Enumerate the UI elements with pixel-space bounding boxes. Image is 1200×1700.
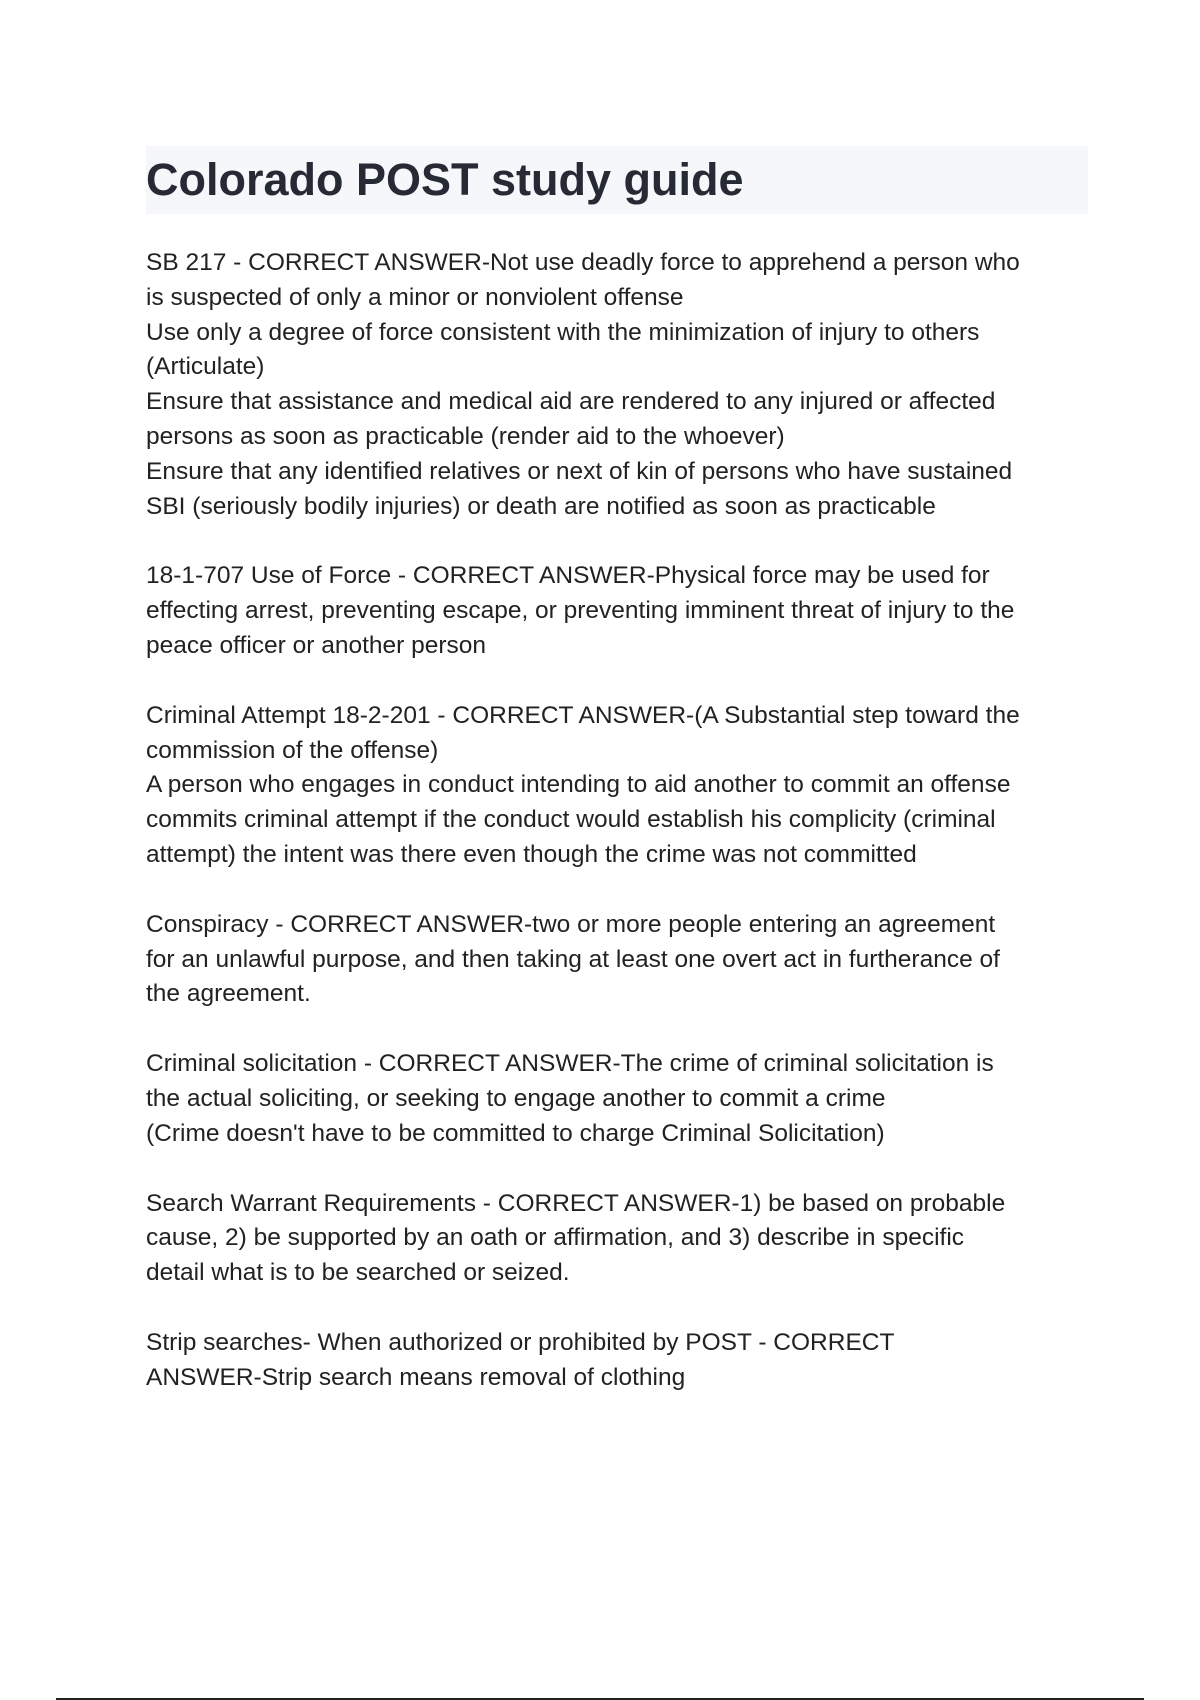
entry-line: Search Warrant Requirements - CORRECT ANSWER-1) be based on probable [146,1189,1006,1217]
entry-line: the agreement. [146,980,311,1008]
entry-line: cause, 2) be supported by an oath or affirmation, and 3) describe in specific [146,1224,965,1252]
entry-line: A person who engages in conduct intending to aid another to commit an offense [146,771,1011,799]
title-bar [146,146,1088,214]
entry-strip-searches [146,1326,1096,1396]
entry-line: the actual soliciting, or seeking to engage another to commit a crime [146,1084,886,1112]
entry-line: Criminal Attempt 18-2-201 - CORRECT ANSWER-(A Substantial step toward the [146,701,1020,729]
entry-criminal-attempt [146,699,1096,873]
entry-line: (Articulate) [146,353,265,381]
entry-line: commission of the offense) [146,736,439,764]
entry-line: commits criminal attempt if the conduct would establish his complicity (criminal [146,806,996,834]
entry-line: is suspected of only a minor or nonviolent offense [146,283,684,311]
entry-line: attempt) the intent was there even though the crime was not committed [146,840,917,868]
entry-line: SBI (seriously bodily injuries) or death are notified as soon as practicable [146,492,936,520]
entry-line: persons as soon as practicable (render aid to the whoever) [146,422,785,450]
entry-line: peace officer or another person [146,631,487,659]
entry-search-warrant [146,1187,1096,1291]
entry-line: for an unlawful purpose, and then taking at least one overt act in furtherance of [146,945,1000,973]
entry-line: SB 217 - CORRECT ANSWER-Not use deadly force to apprehend a person who [146,249,1020,276]
entry-line: effecting arrest, preventing escape, or preventing imminent threat of injury to the [146,597,1015,625]
entry-line: ANSWER-Strip search means removal of clothing [146,1363,686,1391]
entry-line: Criminal solicitation - CORRECT ANSWER-The crime of criminal solicitation is [146,1050,994,1078]
entry-line: Ensure that any identified relatives or next of kin of persons who have sustained [146,457,1013,485]
entry-line: (Crime doesn't have to be committed to charge Criminal Solicitation) [146,1119,885,1147]
entry-line: Strip searches- When authorized or prohibited by POST - CORRECT [146,1328,895,1356]
entry-line: Ensure that assistance and medical aid are rendered to any injured or affected [146,388,996,416]
document-content [146,246,1096,1431]
entry-sb-217 [146,246,1096,524]
page-title: Colorado POST study guide [146,154,744,205]
entry-line: 18-1-707 Use of Force - CORRECT ANSWER-Physical force may be used for [146,562,990,590]
entry-line: Conspiracy - CORRECT ANSWER-two or more people entering an agreement [146,910,996,938]
entry-conspiracy [146,908,1096,1012]
entry-line: Use only a degree of force consistent with the minimization of injury to others [146,318,980,346]
entry-criminal-solicitation [146,1047,1096,1151]
entry-line: detail what is to be searched or seized. [146,1259,570,1287]
entry-use-of-force [146,559,1096,663]
